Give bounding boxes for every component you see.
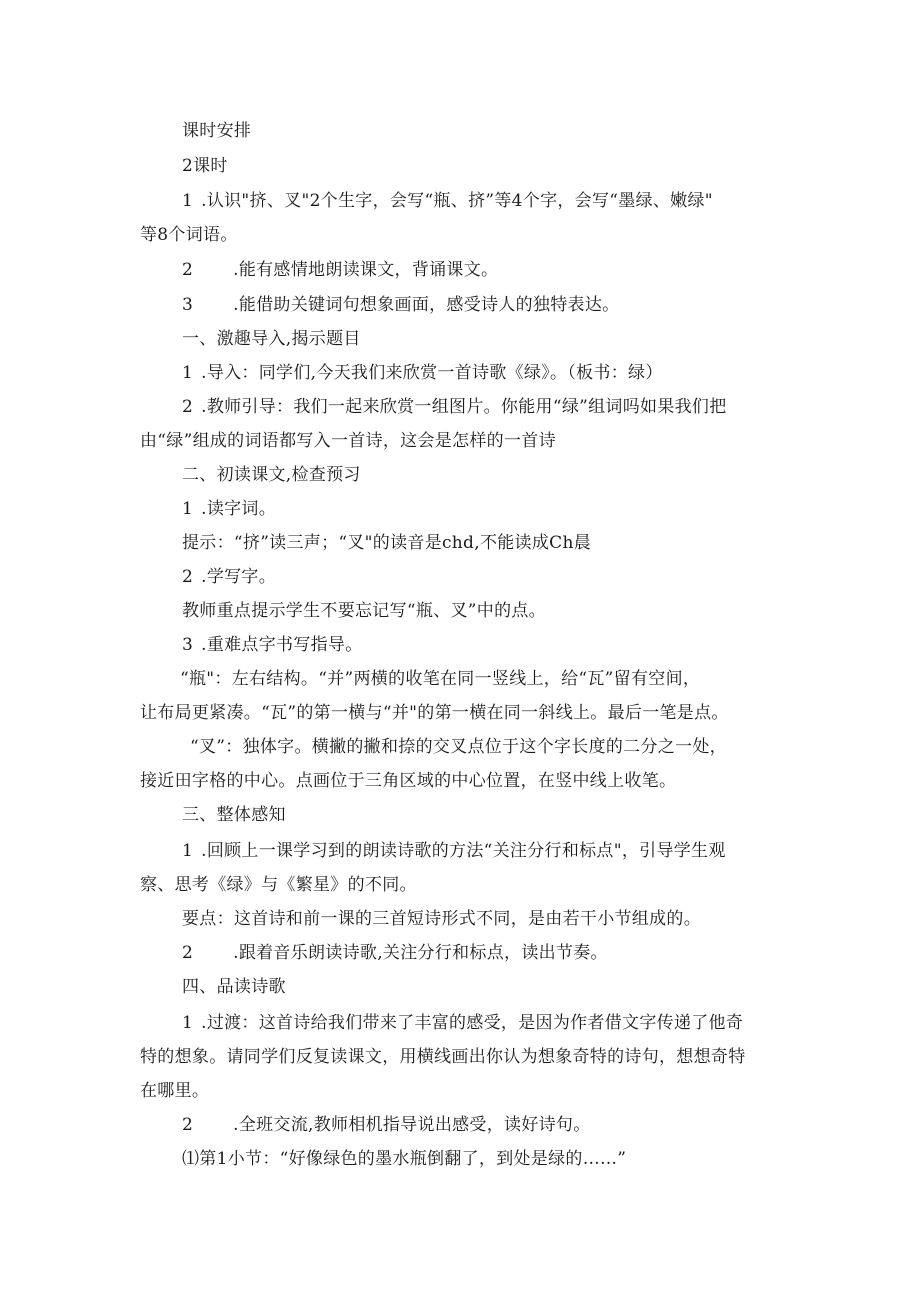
goal-3	[182, 294, 619, 316]
ping-guide-line1: “瓶"：左右结构。“并”两横的收笔在同一竖线上，给“瓦”留有空间，	[180, 669, 701, 689]
section-4-item-2-text: .全班交流,教师相机指导说出感受，读好诗句。	[233, 1115, 591, 1135]
goal-2-number: 2	[182, 260, 194, 280]
section-4-item-1-line1	[182, 1012, 743, 1034]
section-2-item-3-number: 3	[182, 635, 194, 655]
section-1-item-1-number: 1	[182, 363, 194, 383]
section-2-note: 教师重点提示学生不要忘记写“瓶、叉”中的点。	[182, 601, 546, 621]
section-3-item-1-line2: 察、思考《绿》与《繁星》的不同。	[140, 875, 417, 895]
goal-2	[182, 259, 498, 281]
section-2-item-2-number: 2	[182, 567, 194, 587]
section-1-item-1-text: .导入：同学们,今天我们来欣赏一首诗歌《绿》。（板书：绿）	[201, 363, 663, 383]
section-4-item-1-line2: 特的想象。请同学们反复读课文，用横线画出你认为想象奇特的诗句，想想奇特	[140, 1047, 746, 1067]
section-3-item-1-text: .回顾上一课学习到的朗读诗歌的方法“关注分行和标点"，引导学生观	[201, 841, 726, 861]
section-3-item-2-number: 2	[182, 943, 194, 963]
section-2-item-1	[182, 498, 276, 520]
section-2-item-2-text: .学写字。	[201, 567, 277, 587]
goal-2-text: .能有感情地朗读课文，背诵课文。	[233, 260, 499, 280]
section-2-item-2	[182, 566, 276, 588]
section-2-item-1-number: 1	[182, 499, 194, 519]
section-1-item-2-line1	[182, 396, 727, 418]
section-3-item-1-number: 1	[182, 841, 194, 861]
section-2-item-1-text: .读字词。	[201, 499, 277, 519]
ping-guide-line2: 让布局更紧凑。“瓦”的第一横与“并"的第一横在同一斜线上。最后一笔是点。	[140, 703, 729, 723]
goal-1-text: .认识"挤、叉"2个生字，会写“瓶、挤”等4个字，会写“墨绿、嫩绿"	[201, 191, 713, 211]
schedule-value: 2课时	[182, 156, 228, 176]
section-2-hint: 提示：“挤”读三声；“叉"的读音是chd,不能读成Ch晨	[182, 533, 592, 553]
section-3-key-point: 要点：这首诗和前一课的三首短诗形式不同，是由若干小节组成的。	[182, 909, 701, 929]
section-1-item-1	[182, 362, 663, 384]
section-3-item-2	[182, 942, 608, 964]
goal-3-text: .能借助关键词句想象画面，感受诗人的独特表达。	[233, 295, 620, 315]
goal-1-line2: 等8个词语。	[140, 225, 238, 245]
schedule-heading: 课时安排	[182, 121, 252, 141]
section-4-item-2	[182, 1114, 591, 1136]
cha-guide-line2: 接近田字格的中心。点画位于三角区域的中心位置，在竖中线上收笔。	[140, 771, 677, 791]
cha-guide-line1: “叉”：独体字。横撇的撇和捺的交叉点位于这个字长度的二分之一处，	[190, 737, 727, 757]
section-1-item-2-number: 2	[182, 397, 194, 417]
section-1-item-2-text: .教师引导：我们一起来欣赏一组图片。你能用“绿”组词吗如果我们把	[201, 397, 727, 417]
section-3-item-1-line1	[182, 840, 726, 862]
section-4-sub-1: ⑴第1小节：“好像绿色的墨水瓶倒翻了，到处是绿的……”	[182, 1149, 627, 1169]
section-2-item-3-text: .重难点字书写指导。	[201, 635, 363, 655]
goal-1-number: 1	[182, 191, 194, 211]
section-1-title: 一、激趣导入,揭示题目	[182, 329, 361, 349]
section-2-title: 二、初读课文,检查预习	[182, 465, 361, 485]
section-4-item-1-line3: 在哪里。	[140, 1081, 210, 1101]
section-3-item-2-text: .跟着音乐朗读诗歌,关注分行和标点，读出节奏。	[233, 943, 608, 963]
section-4-title: 四、品读诗歌	[182, 977, 286, 997]
section-3-title: 三、整体感知	[182, 805, 286, 825]
section-4-item-1-number: 1	[182, 1013, 194, 1033]
section-1-item-2-line2: 由“绿”组成的词语都写入一首诗，这会是怎样的一首诗	[140, 431, 556, 451]
section-4-item-2-number: 2	[182, 1115, 194, 1135]
section-2-item-3	[182, 634, 363, 656]
goal-3-number: 3	[182, 295, 194, 315]
goal-1-line1	[182, 190, 713, 212]
section-4-item-1-text: .过渡：这首诗给我们带来了丰富的感受，是因为作者借文字传递了他奇	[201, 1013, 744, 1033]
